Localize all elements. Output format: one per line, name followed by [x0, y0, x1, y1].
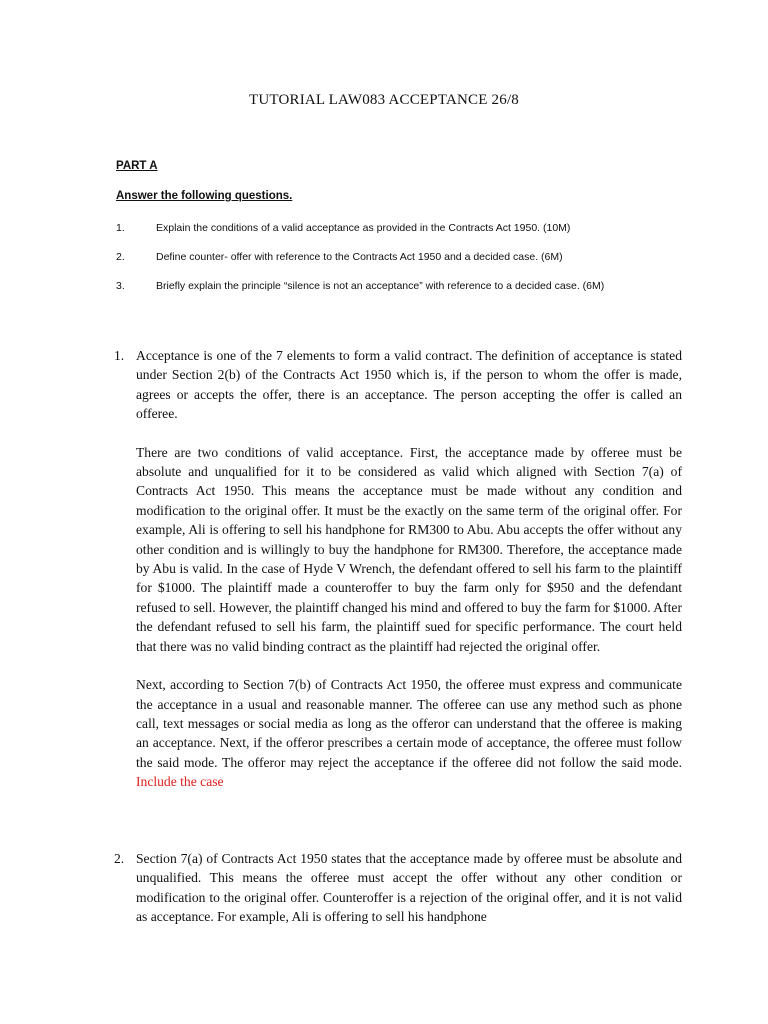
answer-paragraph: There are two conditions of valid acceptance. First, the acceptance made by offeree must be absolute and unqualified for it to be considered as valid which aligned with Section 7(a) of Contracts Act 1950. This means the acceptance must be made without any condition and modification to the original offer. It must be the exactly on the same term of the original offer. For example, Ali is offering to sell his handphone for RM300 to Abu. Abu accepts the offer without any other condition and is willingly to buy the handphone for RM300. Therefore, the acceptance made by Abu is valid. In the case of Hyde V Wrench, the defendant offered to sell his farm to the plaintiff for $1000. The plaintiff made a counteroffer to buy the farm only for $950 and the defendant refused to sell. However, the plaintiff changed his mind and offered to buy the farm for $1000. After the defendant refused to sell his farm, the plaintiff sued for specific performance. The court held that there was no valid binding contract as the plaintiff had rejected the original offer.	[136, 444, 682, 654]
answer-body	[136, 346, 682, 792]
question-number: 1.	[116, 222, 125, 234]
answer-paragraph: Acceptance is one of the 7 elements to form a valid contract. The definition of acceptance is stated under Section 2(b) of the Contracts Act 1950 which is, if the person to whom the offer is made, agrees or accepts the offer, there is an acceptance. The person accepting the offer is called an offeree.	[136, 348, 682, 422]
part-label: PART A	[116, 160, 158, 172]
answer-number: 2.	[114, 851, 125, 866]
answer-2	[114, 849, 682, 946]
question-text: Explain the conditions of a valid acceptance as provided in the Contracts Act 1950. (10M)	[156, 222, 571, 234]
answer-body	[136, 849, 682, 927]
answer-1	[114, 346, 682, 811]
answer-paragraph	[136, 675, 682, 791]
question-number: 3.	[116, 280, 125, 292]
reviewer-note: Include the case	[136, 774, 224, 790]
answer-number: 1.	[114, 348, 125, 363]
document-title: TUTORIAL LAW083 ACCEPTANCE 26/8	[248, 92, 520, 108]
instruction-text: Answer the following questions.	[116, 190, 293, 202]
answer-paragraph-text: Next, according to Section 7(b) of Contracts Act 1950, the offeree must express and communicate the acceptance in a usual and reasonable manner. The offeree can use any method such as phone call, text messages or social media as long as the offeror can understand that the offeree is making an acceptance. Next, if the offeror prescribes a certain mode of acceptance, the offeree must follow the said mode. The offeror may reject the acceptance if the offeree did not follow the said mode.	[136, 677, 682, 770]
question-text: Define counter- offer with reference to the Contracts Act 1950 and a decided case. (6M)	[156, 251, 563, 263]
question-number: 2.	[116, 251, 125, 263]
answer-paragraph: Section 7(a) of Contracts Act 1950 states that the acceptance made by offeree must be absolute and unqualified. This means the offeree must accept the offer without any other condition or modification to the original offer. Counteroffer is a rejection of the original offer, and it is not valid as acceptance. For example, Ali is offering to sell his handphone	[136, 851, 682, 925]
question-text: Briefly explain the principle “silence is not an acceptance” with reference to a decided case. (6M)	[156, 280, 605, 292]
